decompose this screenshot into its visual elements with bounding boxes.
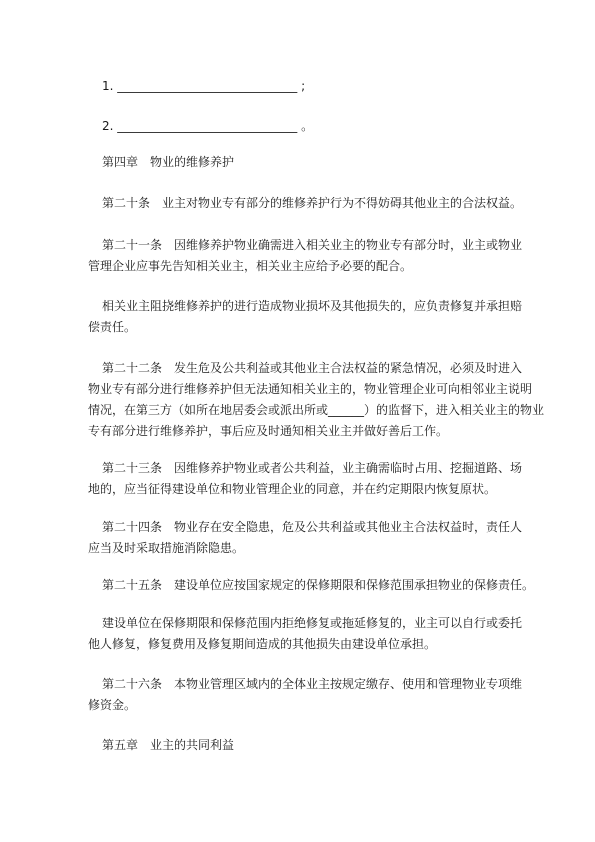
article-21-paragraph-2	[88, 296, 536, 338]
article-24-line-2: 应当及时采取措施消除隐患。	[88, 541, 245, 555]
article-21	[88, 235, 536, 277]
article-21-paragraph-2-line-2: 偿责任。	[88, 320, 137, 334]
article-22	[88, 358, 545, 442]
article-22-line-2: 物业专有部分进行维修养护但无法通知相关业主的，物业管理企业可向相邻业主说明	[88, 382, 533, 396]
article-22-line-3: 情况，在第三方（如所在地居委会或派出所或______）的监督下，进入相关业主的物业	[88, 403, 545, 417]
article-22-line-1: 第二十二条 发生危及公共利益或其他业主合法权益的紧急情况，必须及时进入	[102, 361, 523, 375]
article-24	[88, 517, 536, 559]
article-25-paragraph-2-line-2: 他人修复，修复费用及修复期间造成的其他损失由建设单位承担。	[88, 637, 437, 651]
article-25-paragraph-2-line-1: 建设单位在保修期限和保修范围内拒绝修复或拖延修复的，业主可以自行或委托	[102, 616, 523, 630]
article-21-line-2: 管理企业应事先告知相关业主，相关业主应给予必要的配合。	[88, 259, 413, 273]
article-25-paragraph-2	[88, 613, 536, 655]
article-26	[88, 674, 536, 716]
article-26-line-2: 修资金。	[88, 698, 137, 712]
article-20: 第二十条 业主对物业专有部分的维修养护行为不得妨碍其他业主的合法权益。	[102, 196, 523, 210]
list-item-2: 2. ______________________________ 。	[102, 119, 314, 133]
list-item-1: 1. ______________________________ ;	[102, 79, 306, 93]
article-22-line-4: 专有部分进行维修养护，事后应及时通知相关业主并做好善后工作。	[88, 424, 449, 438]
article-23	[88, 458, 536, 500]
article-26-line-1: 第二十六条 本物业管理区域内的全体业主按规定缴存、使用和管理物业专项维	[102, 677, 523, 691]
chapter-heading-4: 第四章 物业的维修养护	[102, 155, 235, 169]
article-24-line-1: 第二十四条 物业存在安全隐患，危及公共利益或其他业主合法权益时，责任人	[102, 520, 523, 534]
article-23-line-2: 地的，应当征得建设单位和物业管理企业的同意，并在约定期限内恢复原状。	[88, 482, 497, 496]
article-25: 第二十五条 建设单位应按国家规定的保修期限和保修范围承担物业的保修责任。	[102, 578, 535, 592]
article-21-line-1: 第二十一条 因维修养护物业确需进入相关业主的物业专有部分时，业主或物业	[102, 238, 523, 252]
article-21-paragraph-2-line-1: 相关业主阻挠维修养护的进行造成物业损坏及其他损失的，应负责修复并承担赔	[102, 299, 523, 313]
article-23-line-1: 第二十三条 因维修养护物业或者公共利益，业主确需临时占用、挖掘道路、场	[102, 461, 523, 475]
chapter-heading-5: 第五章 业主的共同利益	[102, 738, 235, 752]
